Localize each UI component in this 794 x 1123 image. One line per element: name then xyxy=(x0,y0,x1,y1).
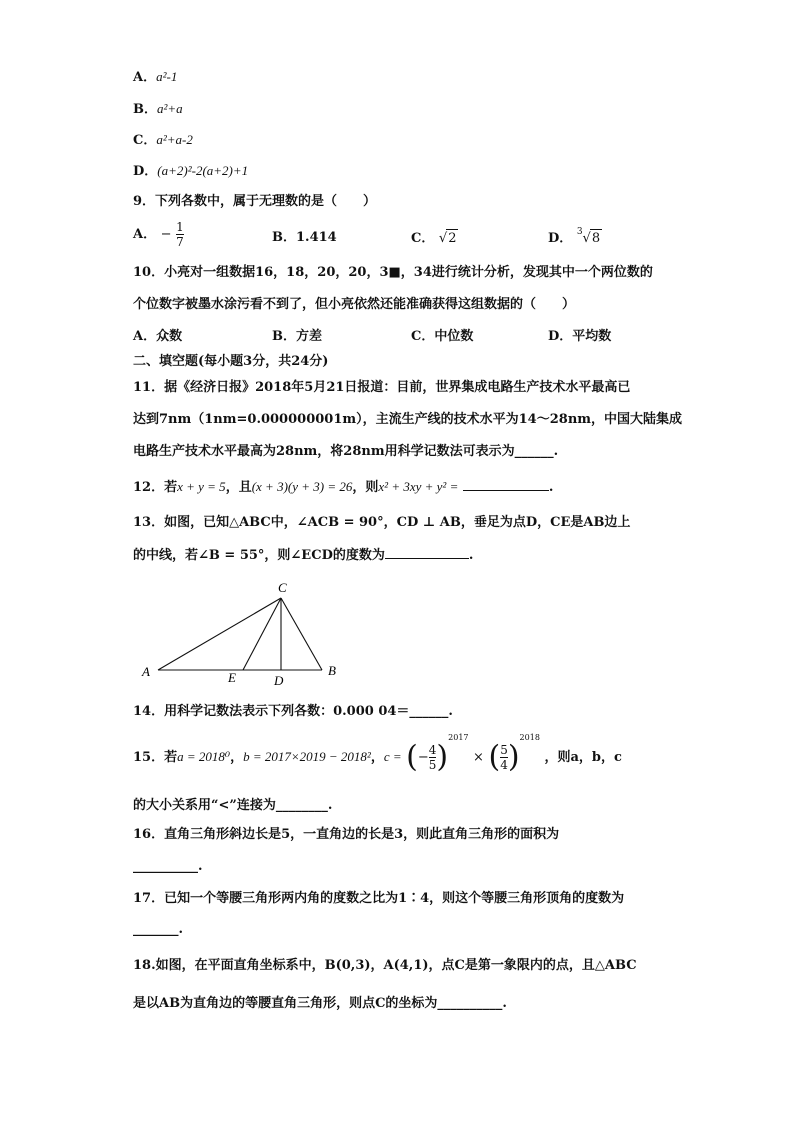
q8-option-c-text: a²+a-2 xyxy=(156,132,193,147)
q15-line2: 的大小关系用“<”连接为________. xyxy=(133,798,333,813)
q8-option-d: D．(a+2)²-2(a+2)+1 xyxy=(133,163,249,179)
q15-fraction-1: $\frac{4}{5}$ xyxy=(428,743,437,772)
q10-line1: 10．小亮对一组数据16，18，20，20，3■，34进行统计分析，发现其中一个两位数的 xyxy=(133,265,653,280)
q12: 12．若x + y = 5，且(x + 3)(y + 3) = 26，则x² + 3xy + y² = . xyxy=(133,479,554,495)
q16-line2: __________. xyxy=(133,859,203,874)
q11-line1: 11．据《经济日报》2018年5月21日报道：目前，世界集成电路生产技术水平最高已 xyxy=(133,380,631,395)
cube-root-sign: √ xyxy=(582,231,591,246)
q8-option-b-text: a²+a xyxy=(157,101,183,116)
q11-line3: 电路生产技术水平最高为28nm，将28nm用科学记数法可表示为______. xyxy=(133,444,559,459)
q10-option-c: C．中位数 xyxy=(411,329,474,344)
q18-line2: 是以AB为直角边的等腰直角三角形，则点C的坐标为__________. xyxy=(133,996,507,1011)
q18-line1: 18.如图，在平面直角坐标系中，B(0,3)，A(4,1)，点C是第一象限内的点，且△ABC xyxy=(133,958,637,973)
q12-answer-blank[interactable] xyxy=(463,478,549,491)
q8-option-a-text: a²-1 xyxy=(156,69,178,84)
q15-line1: 15．若a = 2018⁰，b = 2017×2019 − 2018²，c = (− $\frac{4}{5}$ )$^{2017}$ × ( $\frac{5}{4}$ )$^{2018}$ ，则a，b，c xyxy=(133,732,622,775)
q10-line2: 个位数字被墨水涂污看不到了，但小亮依然还能准确获得这组数据的（ ） xyxy=(133,297,576,312)
q13-answer-blank[interactable] xyxy=(385,546,469,559)
q9-option-b: B．1.414 xyxy=(272,230,337,245)
q13-line2: 的中线，若∠B = 55°，则∠ECD的度数为 . xyxy=(133,548,474,563)
triangle-diagram xyxy=(140,578,350,688)
label-b: B xyxy=(328,663,336,678)
q9-fraction: $\frac{1}{7}$ xyxy=(176,220,184,249)
q15-fraction-2: $\frac{5}{4}$ xyxy=(500,743,508,772)
q8-option-a: A．a²-1 xyxy=(133,69,178,85)
q17-line1: 17．已知一个等腰三角形两内角的度数之比为1∶4，则这个等腰三角形顶角的度数为 xyxy=(133,891,625,906)
q10-option-b: B．方差 xyxy=(272,329,322,344)
q13-line1: 13．如图，已知△ABC中，∠ACB = 90°，CD ⊥ AB，垂足为点D，CE是AB边上 xyxy=(133,515,631,530)
label-a: A xyxy=(142,664,150,679)
q9-option-c: C． √2 xyxy=(411,231,457,246)
section-title: 二、填空题(每小题3分，共24分) xyxy=(133,354,329,369)
label-d: D xyxy=(274,673,284,688)
q8-option-b: B．a²+a xyxy=(133,101,183,117)
label-c: C xyxy=(278,580,287,595)
q10-option-a: A．众数 xyxy=(133,329,183,344)
q11-line2: 达到7nm（1nm=0.000000001m），主流生产线的技术水平为14～28nm，中国大陆集成 xyxy=(133,412,683,427)
q14: 14．用科学记数法表示下列各数：0.000 04＝______. xyxy=(133,704,453,719)
q10-option-d: D．平均数 xyxy=(548,329,612,344)
q9-option-d: D． $^3$√8 xyxy=(548,226,601,246)
q17-line2: _______. xyxy=(133,922,184,937)
q8-option-c: C．a²+a-2 xyxy=(133,132,193,148)
q9-option-a: A． − $\frac{1}{7}$ xyxy=(133,220,184,249)
q9-stem: 9．下列各数中，属于无理数的是（ ） xyxy=(133,194,377,209)
q16-line1: 16．直角三角形斜边长是5，一直角边的长是3，则此直角三角形的面积为 xyxy=(133,827,560,842)
label-e: E xyxy=(228,670,236,685)
sqrt-sign: √ xyxy=(438,231,448,246)
side-cb xyxy=(281,598,322,670)
q8-option-d-text: (a+2)²-2(a+2)+1 xyxy=(157,163,249,178)
